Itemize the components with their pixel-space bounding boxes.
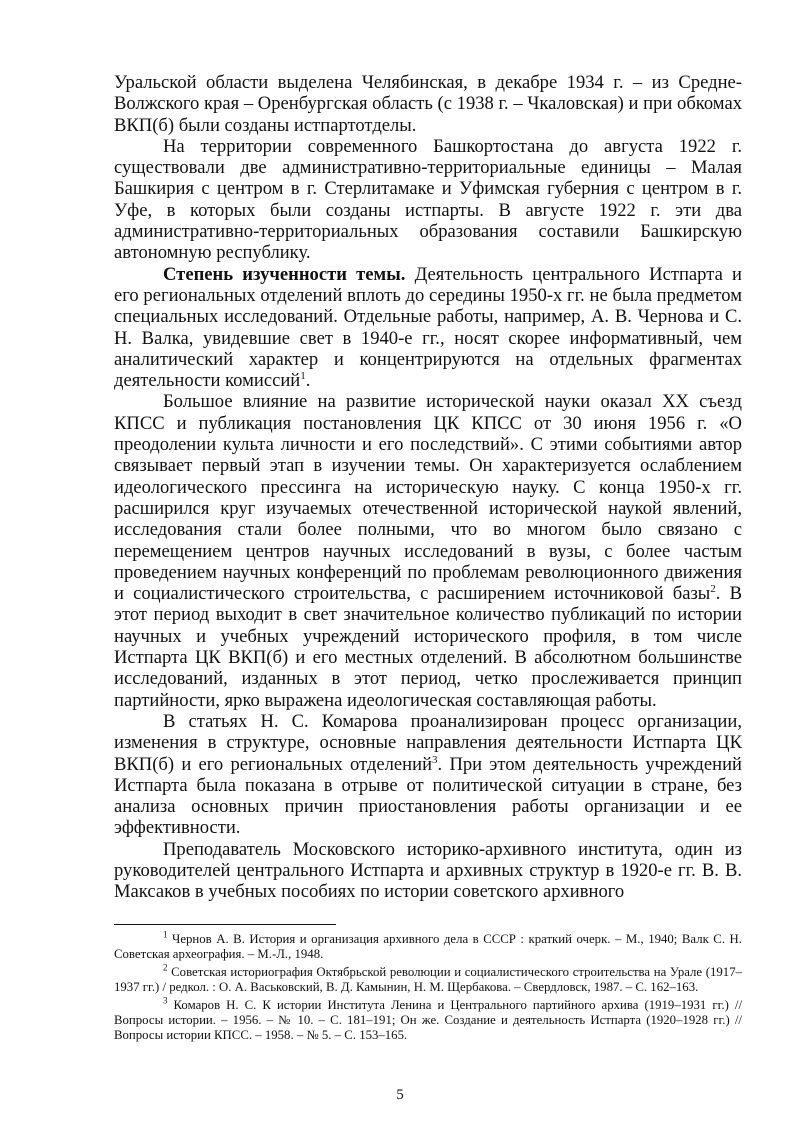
paragraph: В статьях Н. С. Комарова проанализирован процесс организации, изменения в структуре, основные направления деятельности Истпарта ЦК ВКП(б) и его региональных отделений$^3$. При этом деятельность учреждений Истпарта была показана в отрыве от политической ситуации в стране, без анализа основных причин приостановления работы организации и ее эффективности. <box>114 710 742 839</box>
footnote: $^2$ Советская историография Октябрьской революции и социалистического строительства на Урале (1917–1937 гг.) / редкол. : О. А. Васьковский, В. Д. Камынин, Н. М. Щербакова. – Свердловск, 1987. – С. 162–163. <box>114 962 742 995</box>
page-number: 5 <box>396 1087 404 1103</box>
footnote-number: 2 <box>163 962 168 973</box>
footnote-number: 3 <box>163 995 168 1006</box>
footnote: $^1$ Чернов А. В. История и организация архивного дела в СССР : краткий очерк. – М., 1940; Валк С. Н. Советская археография. – М.-Л., 1948. <box>114 929 742 962</box>
paragraph: На территории современного Башкортостана до августа 1922 г. существовали две административно-территориальные единицы – Малая Башкирия с центром в г. Стерлитамаке и Уфимская губерния с центром в г. Уфе, в которых были созданы истпарты. В августе 1922 г. эти два административно-территориальных образования составили Башкирскую автономную республику. <box>114 135 742 264</box>
footnote-number: 1 <box>163 929 168 940</box>
footnote-ref[interactable]: 1 <box>300 369 306 382</box>
footnote-divider <box>114 924 336 925</box>
footnote-ref[interactable]: 2 <box>710 582 716 595</box>
section-heading: Степень изученности темы. <box>163 263 406 285</box>
footnote-ref[interactable]: 3 <box>432 753 438 766</box>
paragraph: Преподаватель Московского историко-архивного института, один из руководителей центрального Истпарта и архивных структур в 1920-е гг. В. В. Максаков в учебных пособиях по истории советского архивного <box>114 838 742 903</box>
footnotes <box>114 929 742 1046</box>
paragraph: Уральской области выделена Челябинская, в декабре 1934 г. – из Средне-Волжского края – Оренбургская область (с 1938 г. – Чкаловская) и при обкомах ВКП(б) были созданы истпартотделы. <box>114 72 742 136</box>
document-body <box>114 72 742 903</box>
paragraph: Степень изученности темы. Деятельность центрального Истпарта и его региональных отделений вплоть до середины 1950-х гг. не была предметом специальных исследований. Отдельные работы, например, А. В. Чернова и С. Н. Валка, увидевшие свет в 1940-е гг., носят скорее информативный, чем аналитический характер и концентрируются на отдельных фрагментах деятельности комиссий$^1$. <box>114 263 742 392</box>
paragraph: Большое влияние на развитие исторической науки оказал XX съезд КПСС и публикация постановления ЦК КПСС от 30 июня 1956 г. «О преодолении культа личности и его последствий». С этими событиями автор связывает первый этап в изучении темы. Он характеризуется ослаблением идеологического прессинга на историческую науку. С конца 1950-х гг. расширился круг изучаемых отечественной исторической наукой явлений, исследования стали более полными, что во многом было связано с перемещением центров научных исследований в вузы, с более частым проведением научных конференций по проблемам революционного движения и социалистического строительства, с расширением источниковой базы$^2$. В этот период выходит в свет значительное количество публикаций по истории научных и учебных учреждений исторического профиля, в том числе Истпарта ЦК ВКП(б) и его местных отделений. В абсолютном большинстве исследований, изданных в этот период, четко прослеживается принцип партийности, ярко выражена идеологическая составляющая работы. <box>114 391 742 711</box>
footnote: $^3$ Комаров Н. С. К истории Института Ленина и Центрального партийного архива (1919–1931 гг.) // Вопросы истории. – 1956. – № 10. – С. 181–191; Он же. Создание и деятельность Истпарта (1920–1928 гг.) // Вопросы истории КПСС. – 1958. – № 5. – С. 153–165. <box>114 995 742 1043</box>
